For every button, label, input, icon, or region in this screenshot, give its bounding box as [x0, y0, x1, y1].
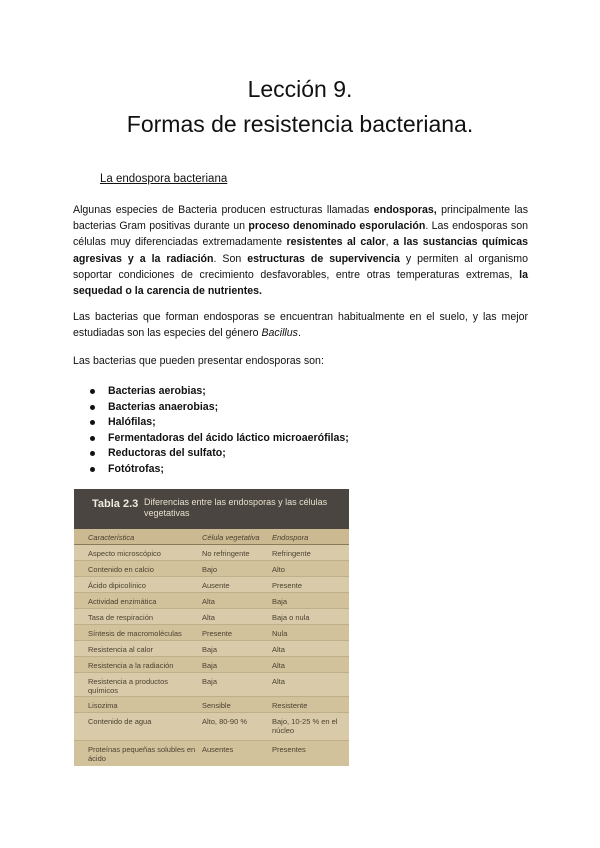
list-item: Fermentadoras del ácido láctico microaerófilas;: [88, 431, 349, 447]
table-cell: Baja: [202, 645, 218, 654]
table-cell: Proteínas pequeñas solubles en ácido: [88, 745, 196, 763]
col-header-characteristic: Característica: [88, 533, 135, 542]
table-row: [74, 545, 349, 561]
page-title-line2: Formas de resistencia bacteriana.: [126, 111, 474, 137]
table-cell: Baja: [202, 677, 218, 686]
table-row: [74, 657, 349, 673]
table-cell: Ácido dipicolínico: [88, 581, 146, 590]
table-column-headers: [74, 529, 349, 545]
table-cell: Actividad enzimática: [88, 597, 157, 606]
table-cell: Alta: [272, 645, 285, 654]
table-row: [74, 641, 349, 657]
table-number: Tabla 2.3: [92, 498, 139, 510]
section-heading: La endospora bacteriana: [100, 173, 228, 185]
table-row: [74, 561, 349, 577]
table-cell: Ausentes: [202, 745, 234, 754]
table-cell: Lisozima: [88, 701, 118, 710]
bold-term: a las sustancias químicas agresivas y a la radiación: [73, 236, 528, 265]
table-row: [74, 673, 349, 697]
col-header-vegetative: Célula vegetativa: [202, 533, 260, 542]
paragraph-endosporas: [73, 202, 528, 299]
table-row: [74, 741, 349, 766]
list-item: Bacterias aerobias;: [88, 384, 349, 400]
table-cell: Presentes: [272, 745, 306, 754]
table-cell: Alta: [272, 661, 285, 670]
page-title-line1: Lección 9.: [247, 76, 353, 102]
paragraph-habitat: [73, 309, 528, 341]
table-row: [74, 713, 349, 741]
list-item: Fotótrofas;: [88, 462, 349, 478]
table-header-bar: [74, 489, 349, 529]
table-cell: Aspecto microscópico: [88, 549, 161, 558]
text-run: ,: [385, 236, 394, 249]
table-cell: Alta: [202, 613, 215, 622]
table-cell: Baja: [202, 661, 218, 670]
table-row: [74, 609, 349, 625]
table-cell: Tasa de respiración: [88, 613, 154, 622]
paragraph-habitat-end: .: [297, 327, 301, 340]
table-cell: Resistencia a la radiación: [88, 661, 174, 670]
table-cell: Baja: [272, 597, 288, 606]
list-item: Halófilas;: [88, 415, 349, 431]
table-cell: Sensible: [202, 701, 231, 710]
table-row: [74, 577, 349, 593]
bacteria-list: [88, 384, 349, 478]
table-cell: Contenido en calcio: [88, 565, 154, 574]
bold-term: la sequedad o la carencia de nutrientes.: [73, 268, 528, 298]
table-cell: Alta: [272, 677, 285, 686]
table-cell: Síntesis de macromoléculas: [88, 629, 182, 638]
text-run: principalmente las bacterias Gram positivas durante un: [73, 204, 528, 233]
table-cell: Bajo, 10-25 % en el núcleo: [272, 717, 338, 735]
text-run: Algunas especies de Bacteria producen estructuras llamadas: [73, 204, 374, 216]
bold-term: proceso denominado esporulación: [248, 220, 426, 233]
table-cell: Resistente: [272, 701, 308, 710]
text-run: y permiten al organismo soportar condiciones de crecimiento desfavorables, entre otras temperaturas extremas,: [73, 252, 528, 281]
genus-bacillus: Bacillus: [261, 327, 298, 340]
table-cell: Ausente: [202, 581, 230, 590]
table-row: [74, 593, 349, 609]
table-cell: Contenido de agua: [88, 717, 152, 726]
table-row: [74, 697, 349, 713]
table-cell: Resistencia a productos químicos: [88, 677, 169, 695]
table-cell: Resistencia al calor: [88, 645, 154, 654]
table-cell: Refringente: [272, 549, 311, 558]
col-header-endospore: Endospora: [272, 533, 309, 542]
table-cell: Bajo: [202, 565, 218, 574]
list-item: Reductoras del sulfato;: [88, 446, 349, 462]
table-title: Diferencias entre las endosporas y las células vegetativas: [144, 497, 328, 518]
bold-term: resistentes al calor: [286, 236, 386, 249]
table-cell: Alto, 80-90 %: [202, 717, 248, 726]
table-cell: Alto: [272, 565, 285, 574]
comparison-table-image: [74, 489, 349, 766]
bold-term: estructuras de supervivencia: [247, 252, 400, 265]
table-row: [74, 625, 349, 641]
paragraph-list-intro: Las bacterias que pueden presentar endosporas son:: [73, 355, 324, 367]
paragraph-habitat-text: Las bacterias que forman endosporas se encuentran habitualmente en el suelo, y las mejor estudiadas son las especies del género: [73, 311, 528, 340]
list-item: Bacterias anaerobias;: [88, 400, 349, 416]
table-cell: No refringente: [202, 549, 250, 558]
table-cell: Alta: [202, 597, 215, 606]
text-run: . Son: [213, 252, 248, 265]
table-cell: Nula: [272, 629, 288, 638]
text-run: . Las endosporas son células muy diferenciadas extremadamente: [73, 220, 528, 249]
table-cell: Baja o nula: [272, 613, 310, 622]
bold-term: endosporas,: [373, 204, 437, 216]
table-cell: Presente: [272, 581, 303, 590]
table-cell: Presente: [202, 629, 233, 638]
